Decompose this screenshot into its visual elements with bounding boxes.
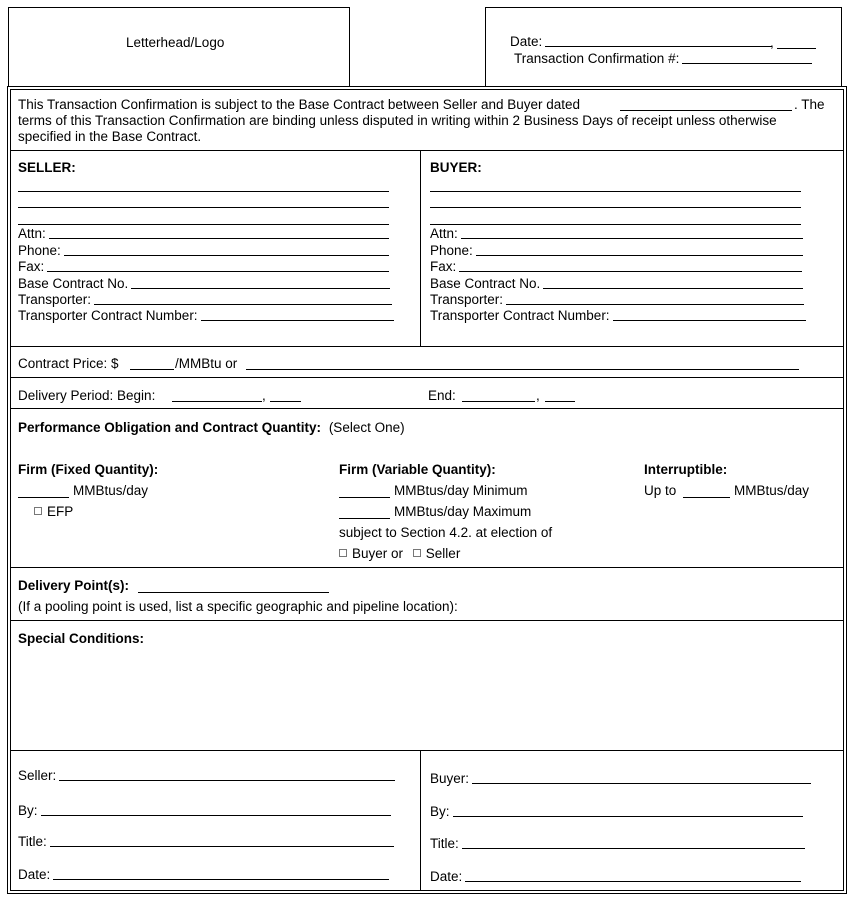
efp-checkbox[interactable] [34, 507, 42, 515]
firm-variable-max-field[interactable] [339, 518, 390, 519]
seller-signature-field[interactable] [18, 768, 395, 784]
firm-variable-note: subject to Section 4.2. at election of [339, 525, 553, 540]
interruptible-title: Interruptible: [644, 462, 728, 477]
divider [10, 150, 844, 151]
buyer-transporter-contract-field[interactable] [430, 308, 806, 324]
confirmation-number-field[interactable] [514, 51, 812, 67]
delivery-period-label: Delivery Period: Begin: [18, 388, 156, 403]
election-seller-checkbox[interactable] [413, 549, 421, 557]
seller-transporter-contract-label: Transporter Contract Number: [18, 308, 198, 323]
delivery-begin-field[interactable] [172, 401, 262, 402]
interruptible-up-to: Up to [644, 483, 677, 498]
buyer-heading: BUYER: [430, 160, 482, 175]
buyer-base-contract-field[interactable] [430, 276, 803, 292]
seller-attn-field[interactable] [18, 226, 389, 242]
delivery-end-label: End: [428, 388, 456, 403]
interruptible-unit: MMBtus/day [734, 483, 810, 498]
seller-name-line-1[interactable] [18, 191, 389, 192]
firm-variable-title: Firm (Variable Quantity): [339, 462, 496, 477]
divider [10, 346, 844, 347]
delivery-point-field[interactable] [138, 592, 329, 593]
divider [10, 408, 844, 409]
base-contract-date-field[interactable] [620, 110, 792, 111]
buyer-transporter-label: Transporter: [430, 292, 504, 307]
election-buyer-label: Buyer or [352, 546, 404, 561]
date-year-field[interactable] [777, 48, 816, 49]
seller-transporter-contract-field[interactable] [18, 308, 394, 324]
seller-fax-label: Fax: [18, 259, 45, 274]
delivery-end-field[interactable] [462, 401, 535, 402]
contract-price-unit: /MMBtu or [175, 356, 238, 371]
special-conditions-area[interactable] [11, 650, 843, 749]
seller-date-label: Date: [18, 867, 51, 882]
seller-transporter-label: Transporter: [18, 292, 92, 307]
seller-phone-label: Phone: [18, 243, 61, 258]
seller-by-field[interactable] [18, 803, 391, 819]
buyer-name-line-1[interactable] [430, 191, 801, 192]
seller-date-field[interactable] [18, 867, 389, 883]
buyer-title-field[interactable] [430, 836, 805, 852]
divider [10, 377, 844, 378]
efp-label: EFP [47, 504, 74, 519]
contract-price-field[interactable] [130, 369, 174, 370]
date-label: Date: [510, 34, 543, 49]
seller-base-contract-field[interactable] [18, 276, 390, 292]
seller-title-label: Title: [18, 834, 47, 849]
firm-fixed-unit: MMBtus/day [73, 483, 149, 498]
intro-line-1: This Transaction Confirmation is subject to the Base Contract between Seller and Buyer dated [18, 97, 581, 112]
buyer-transporter-field[interactable] [430, 292, 804, 308]
seller-name-line-2[interactable] [18, 207, 389, 208]
delivery-end-year-field[interactable] [545, 401, 575, 402]
election-buyer-checkbox[interactable] [339, 549, 347, 557]
firm-variable-min-unit: MMBtus/day Minimum [394, 483, 528, 498]
buyer-signature-field[interactable] [430, 771, 811, 787]
buyer-transporter-contract-label: Transporter Contract Number: [430, 308, 610, 323]
seller-attn-label: Attn: [18, 226, 46, 241]
buyer-by-field[interactable] [430, 804, 803, 820]
firm-variable-max-unit: MMBtus/day Maximum [394, 504, 532, 519]
buyer-attn-label: Attn: [430, 226, 458, 241]
seller-signature-label: Seller: [18, 768, 57, 783]
buyer-date-label: Date: [430, 869, 463, 884]
efp-option[interactable] [34, 504, 73, 520]
special-conditions-label: Special Conditions: [18, 631, 145, 646]
seller-heading: SELLER: [18, 160, 76, 175]
performance-select-note: (Select One) [328, 420, 405, 435]
intro-line-1-end: . The [794, 97, 825, 112]
column-divider [420, 150, 421, 346]
election-options [339, 546, 460, 562]
seller-name-line-3[interactable] [18, 224, 389, 225]
delivery-point-note: (If a pooling point is used, list a specific geographic and pipeline location): [18, 599, 458, 614]
buyer-attn-field[interactable] [430, 226, 803, 242]
firm-variable-min-field[interactable] [339, 497, 390, 498]
buyer-name-line-3[interactable] [430, 224, 801, 225]
buyer-base-contract-label: Base Contract No. [430, 276, 541, 291]
buyer-fax-field[interactable] [430, 259, 802, 275]
buyer-phone-label: Phone: [430, 243, 473, 258]
buyer-fax-label: Fax: [430, 259, 457, 274]
performance-heading-text: Performance Obligation and Contract Quantity: [18, 420, 322, 435]
buyer-phone-field[interactable] [430, 243, 803, 259]
contract-price-label: Contract Price: $ [18, 356, 119, 371]
date-separator: , [770, 35, 774, 50]
buyer-title-label: Title: [430, 836, 459, 851]
seller-title-field[interactable] [18, 834, 394, 850]
buyer-by-label: By: [430, 804, 450, 819]
confirmation-label: Transaction Confirmation #: [514, 51, 680, 66]
delivery-begin-year-field[interactable] [270, 401, 301, 402]
contract-price-alternative-field[interactable] [246, 369, 799, 370]
election-seller-label: Seller [425, 546, 461, 561]
performance-heading [18, 420, 405, 436]
divider [10, 750, 844, 751]
intro-line-2: terms of this Transaction Confirmation are binding unless disputed in writing within 2 Business Days of receipt unless otherwise [18, 113, 777, 128]
interruptible-quantity-field[interactable] [683, 497, 730, 498]
buyer-signature-label: Buyer: [430, 771, 470, 786]
delivery-point-label: Delivery Point(s): [18, 578, 130, 593]
firm-fixed-quantity-field[interactable] [18, 497, 69, 498]
buyer-name-line-2[interactable] [430, 207, 801, 208]
delivery-begin-separator: , [262, 388, 266, 403]
seller-phone-field[interactable] [18, 243, 389, 259]
date-field[interactable] [510, 34, 772, 50]
signature-column-divider [420, 750, 421, 891]
seller-base-contract-label: Base Contract No. [18, 276, 129, 291]
firm-fixed-title: Firm (Fixed Quantity): [18, 462, 159, 477]
delivery-end-separator: , [536, 388, 540, 403]
divider [10, 620, 844, 621]
intro-line-3: specified in the Base Contract. [18, 129, 202, 144]
seller-transporter-field[interactable] [18, 292, 392, 308]
letterhead-label: Letterhead/Logo [126, 35, 225, 50]
buyer-date-field[interactable] [430, 869, 801, 885]
seller-by-label: By: [18, 803, 38, 818]
divider [10, 567, 844, 568]
seller-fax-field[interactable] [18, 259, 389, 275]
